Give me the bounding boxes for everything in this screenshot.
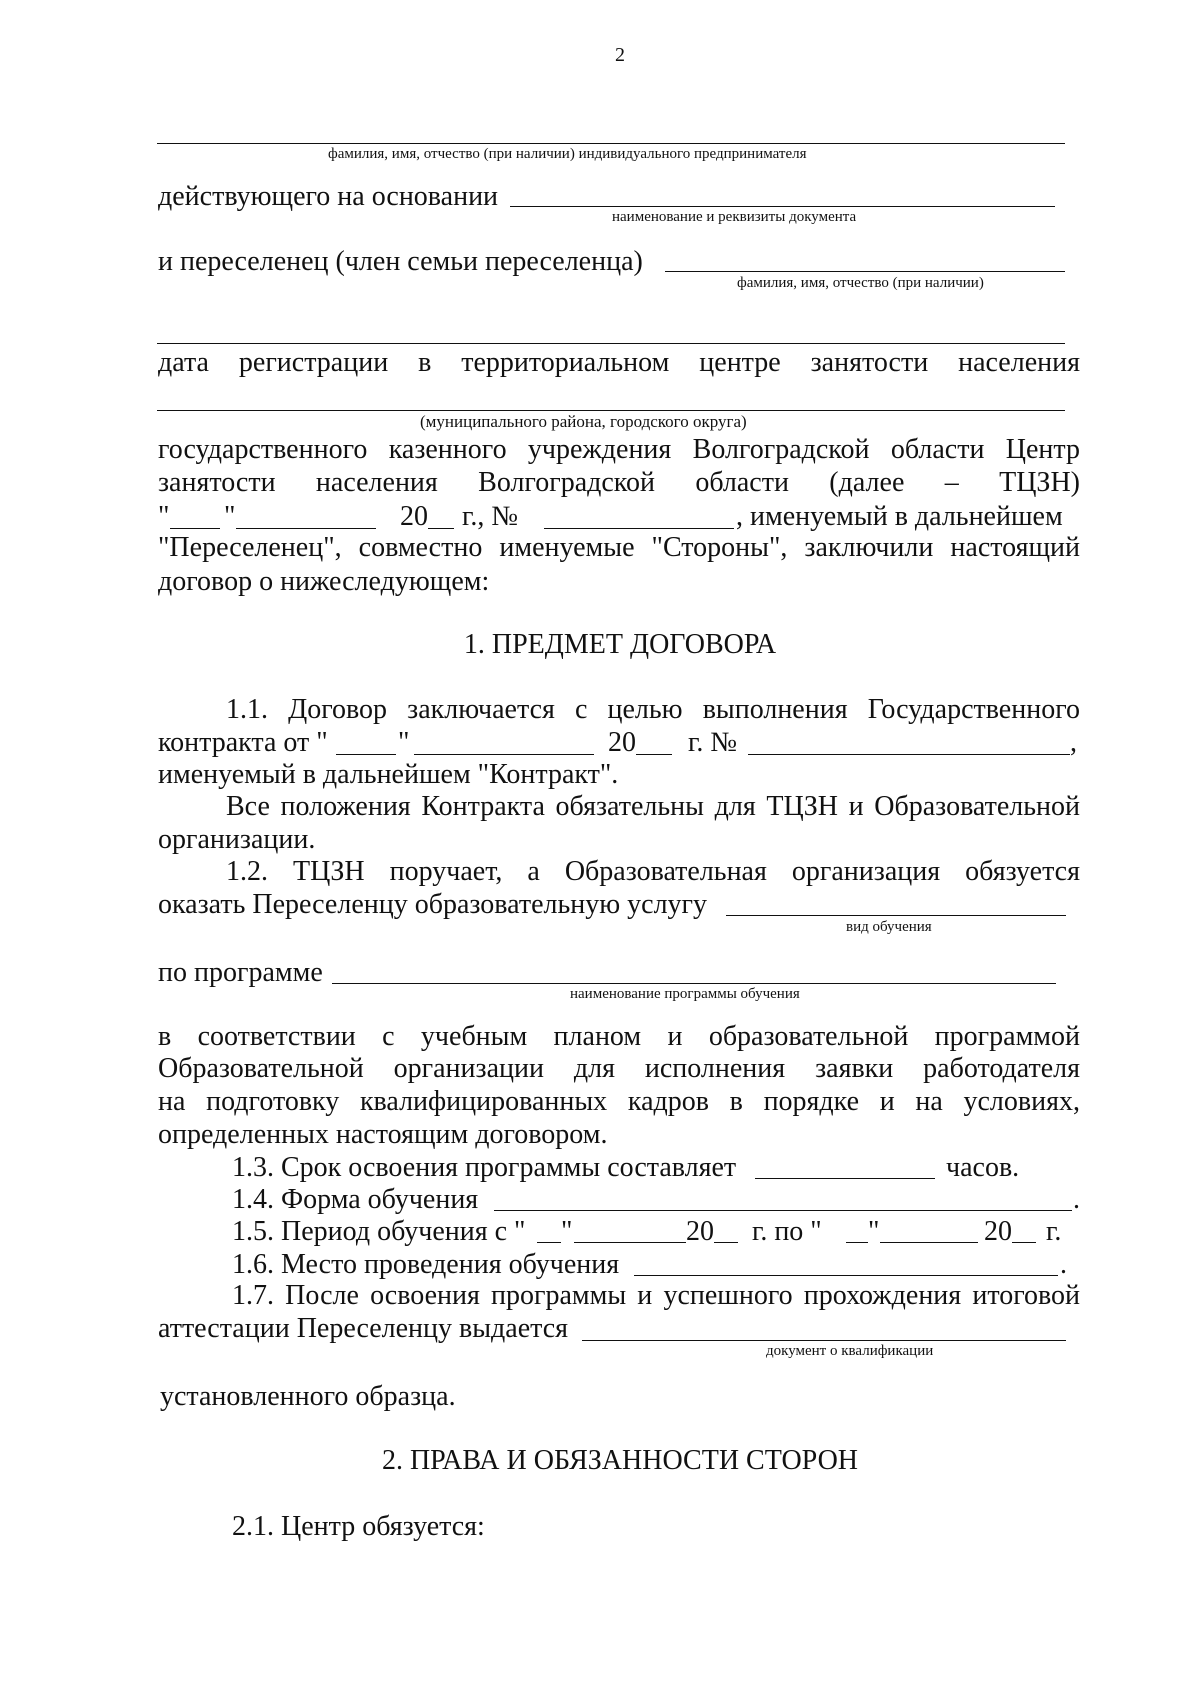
- page-number: 2: [615, 44, 625, 66]
- accordance-line-2: Образовательной организации для исполнения заявки работодателя: [158, 1053, 1080, 1084]
- clause-1-3-label: 1.3. Срок освоения программы составляет: [232, 1152, 737, 1183]
- registration-line: [158, 346, 1080, 380]
- clause-1-3-unit: часов.: [946, 1152, 1020, 1183]
- preamble-year: 20: [400, 501, 428, 532]
- contract-month-blank: [414, 754, 594, 755]
- venue-blank: [634, 1275, 1058, 1276]
- preamble-quote-open: ": [158, 501, 170, 532]
- month-blank: [236, 528, 376, 529]
- period-start-year-blank: [714, 1242, 738, 1243]
- clause-1-2-line-1: 1.2. ТЦЗН поручает, а Образовательная организация обязуется: [226, 856, 1080, 887]
- provisions-line-2: организации.: [158, 824, 316, 855]
- accordance-line-1: в соответствии с учебным планом и образовательной программой: [158, 1021, 1080, 1052]
- blank-line-1: [157, 343, 1065, 344]
- qualification-doc-line: [582, 1340, 1066, 1341]
- migrant-label: и переселенец (член семьи переселенца): [158, 246, 643, 277]
- day-blank: [170, 528, 220, 529]
- clause-1-1-contract-label: контракта от ": [158, 727, 328, 758]
- clause-1-1-comma: ,: [1070, 727, 1077, 758]
- clause-1-1-line-1: 1.1. Договор заключается с целью выполнения Государственного: [226, 694, 1080, 725]
- registration-word: территориальном: [461, 347, 670, 378]
- program-label: по программе: [158, 957, 323, 988]
- period-end-month-blank: [880, 1242, 978, 1243]
- training-type-caption: вид обучения: [846, 919, 932, 935]
- clause-1-6-label: 1.6. Место проведения обучения: [232, 1249, 620, 1280]
- registration-word: центре: [699, 347, 781, 378]
- basis-caption: наименование и реквизиты документа: [612, 209, 857, 225]
- qualification-caption: документ о квалификации: [766, 1343, 934, 1359]
- preamble-line-4: "Переселенец", совместно именуемые "Стороны", заключили настоящий: [158, 532, 1080, 563]
- training-type-line: [726, 915, 1066, 916]
- clause-1-7-line-2: аттестации Переселенцу выдается: [158, 1313, 569, 1344]
- period-start-day-blank: [537, 1242, 561, 1243]
- period-start-month-blank: [574, 1242, 686, 1243]
- preamble-tail: , именуемый в дальнейшем: [736, 501, 1063, 532]
- clause-1-1-year: 20: [608, 727, 636, 758]
- study-form-blank: [494, 1210, 1072, 1211]
- clause-1-5-mid: г. по ": [752, 1216, 822, 1247]
- contract-number-blank: [748, 754, 1070, 755]
- clause-1-7-line-1: 1.7. После освоения программы и успешного прохождения итоговой: [232, 1280, 1080, 1311]
- period-end-day-blank: [846, 1242, 868, 1243]
- migrant-line: [665, 271, 1065, 272]
- clause-1-2-line-2: оказать Переселенцу образовательную услугу: [158, 889, 708, 920]
- basis-label: действующего на основании: [158, 181, 499, 212]
- program-caption: наименование программы обучения: [570, 986, 800, 1002]
- clause-1-6-end: .: [1060, 1249, 1067, 1280]
- basis-line: [510, 206, 1055, 207]
- preamble-line-2: занятости населения Волгоградской области (далее – ТЦЗН): [158, 467, 1080, 498]
- clause-1-4-label: 1.4. Форма обучения: [232, 1184, 479, 1215]
- hours-blank: [755, 1178, 935, 1179]
- clause-1-7-line-3: установленного образца.: [160, 1381, 456, 1412]
- clause-1-5-year-1: 20: [686, 1216, 714, 1247]
- entrepreneur-caption: фамилия, имя, отчество (при наличии) индивидуального предпринимателя: [328, 146, 807, 162]
- period-end-year-blank: [1012, 1242, 1036, 1243]
- clause-1-5-year-2: 20: [984, 1216, 1012, 1247]
- clause-1-5-label: 1.5. Период обучения с ": [232, 1216, 526, 1247]
- preamble-quote-close: ": [224, 501, 236, 532]
- preamble-number-label: г., №: [462, 501, 519, 532]
- provisions-line-1: Все положения Контракта обязательны для ТЦЗН и Образовательной: [226, 791, 1080, 822]
- registration-word: в: [418, 347, 432, 378]
- registration-word: населения: [958, 347, 1080, 378]
- accordance-line-4: определенных настоящим договором.: [158, 1119, 608, 1150]
- clause-1-5-end: г.: [1046, 1216, 1062, 1247]
- registration-word: дата: [158, 347, 209, 378]
- entrepreneur-name-line: [157, 143, 1065, 144]
- clause-1-1-number-label: г. №: [688, 727, 738, 758]
- number-blank: [544, 528, 734, 529]
- migrant-caption: фамилия, имя, отчество (при наличии): [737, 275, 984, 291]
- clause-2-1: 2.1. Центр обязуется:: [232, 1511, 485, 1542]
- section-2-title: 2. ПРАВА И ОБЯЗАННОСТИ СТОРОН: [381, 1445, 859, 1476]
- accordance-line-3: на подготовку квалифицированных кадров в порядке и на условиях,: [158, 1086, 1080, 1117]
- program-line: [332, 983, 1056, 984]
- clause-1-1-quote: ": [398, 727, 410, 758]
- district-line: [157, 410, 1065, 411]
- clause-1-4-end: .: [1073, 1184, 1080, 1215]
- clause-1-1-line-3: именуемый в дальнейшем "Контракт".: [158, 759, 619, 790]
- preamble-line-1: государственного казенного учреждения Волгоградской области Центр: [158, 434, 1080, 465]
- year-blank: [428, 528, 454, 529]
- section-1-title: 1. ПРЕДМЕТ ДОГОВОРА: [463, 629, 777, 660]
- preamble-line-5: договор о нижеследующем:: [158, 566, 490, 597]
- registration-word: занятости: [810, 347, 929, 378]
- contract-day-blank: [336, 754, 396, 755]
- clause-1-5-quote: ": [561, 1216, 573, 1247]
- district-caption: (муниципального района, городского округа): [420, 412, 747, 431]
- clause-1-5-quote-2: ": [868, 1216, 880, 1247]
- registration-word: регистрации: [238, 347, 389, 378]
- contract-year-blank: [636, 754, 672, 755]
